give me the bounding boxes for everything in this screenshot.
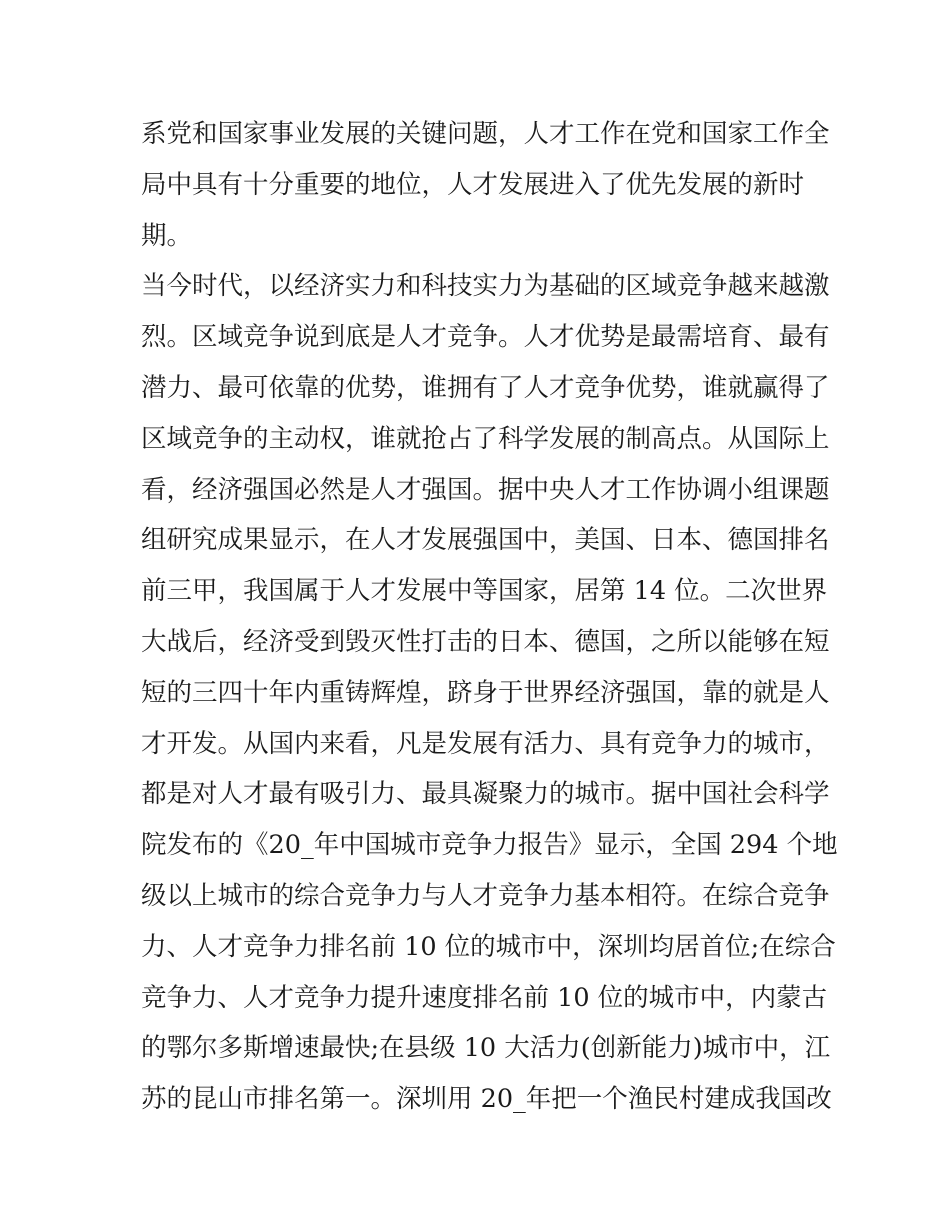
text-line: 期。 — [141, 220, 193, 251]
text-line: 局中具有十分重要的地位，人才发展进入了优先发展的新时 — [141, 169, 805, 200]
text-line: 前三甲，我国属于人才发展中等国家，居第 14 位。二次世界 — [141, 576, 828, 607]
text-line: 的鄂尔多斯增速最快;在县级 10 大活力(创新能力)城市中，江 — [141, 1033, 831, 1064]
text-line: 区域竞争的主动权，谁就抢占了科学发展的制高点。从国际上 — [141, 423, 830, 454]
text-line: 潜力、最可依靠的优势，谁拥有了人才竞争优势，谁就赢得了 — [141, 372, 830, 403]
text-line: 级以上城市的综合竞争力与人才竞争力基本相符。在综合竞争 — [141, 880, 830, 911]
text-line: 系党和国家事业发展的关键问题，人才工作在党和国家工作全 — [141, 119, 830, 149]
text-line: 苏的昆山市排名第一。深圳用 20_年把一个渔民村建成我国改 — [141, 1084, 832, 1115]
text-line: 才开发。从国内来看，凡是发展有活力、具有竞争力的城市， — [141, 728, 830, 759]
text-line: 大战后，经济受到毁灭性打击的日本、德国，之所以能够在短 — [141, 626, 830, 657]
text-line: 看，经济强国必然是人才强国。据中央人才工作协调小组课题 — [141, 474, 830, 505]
text-line: 力、人才竞争力排名前 10 位的城市中，深圳均居首位;在综合 — [141, 931, 836, 962]
text-line: 短的三四十年内重铸辉煌，跻身于世界经济强国，靠的就是人 — [141, 677, 830, 708]
text-line: 组研究成果显示，在人才发展强国中，美国、日本、德国排名 — [141, 525, 830, 556]
text-line: 竞争力、人才竞争力提升速度排名前 10 位的城市中，内蒙古 — [141, 982, 828, 1013]
body-text — [141, 109, 838, 1125]
text-line: 院发布的《20_年中国城市竞争力报告》显示，全国 294 个地 — [141, 830, 838, 861]
text-line: 都是对人才最有吸引力、最具凝聚力的城市。据中国社会科学 — [141, 779, 830, 810]
text-line: 烈。区域竞争说到底是人才竞争。人才优势是最需培育、最有 — [141, 322, 830, 353]
text-line: 当今时代，以经济实力和科技实力为基础的区域竞争越来越激 — [141, 271, 830, 302]
